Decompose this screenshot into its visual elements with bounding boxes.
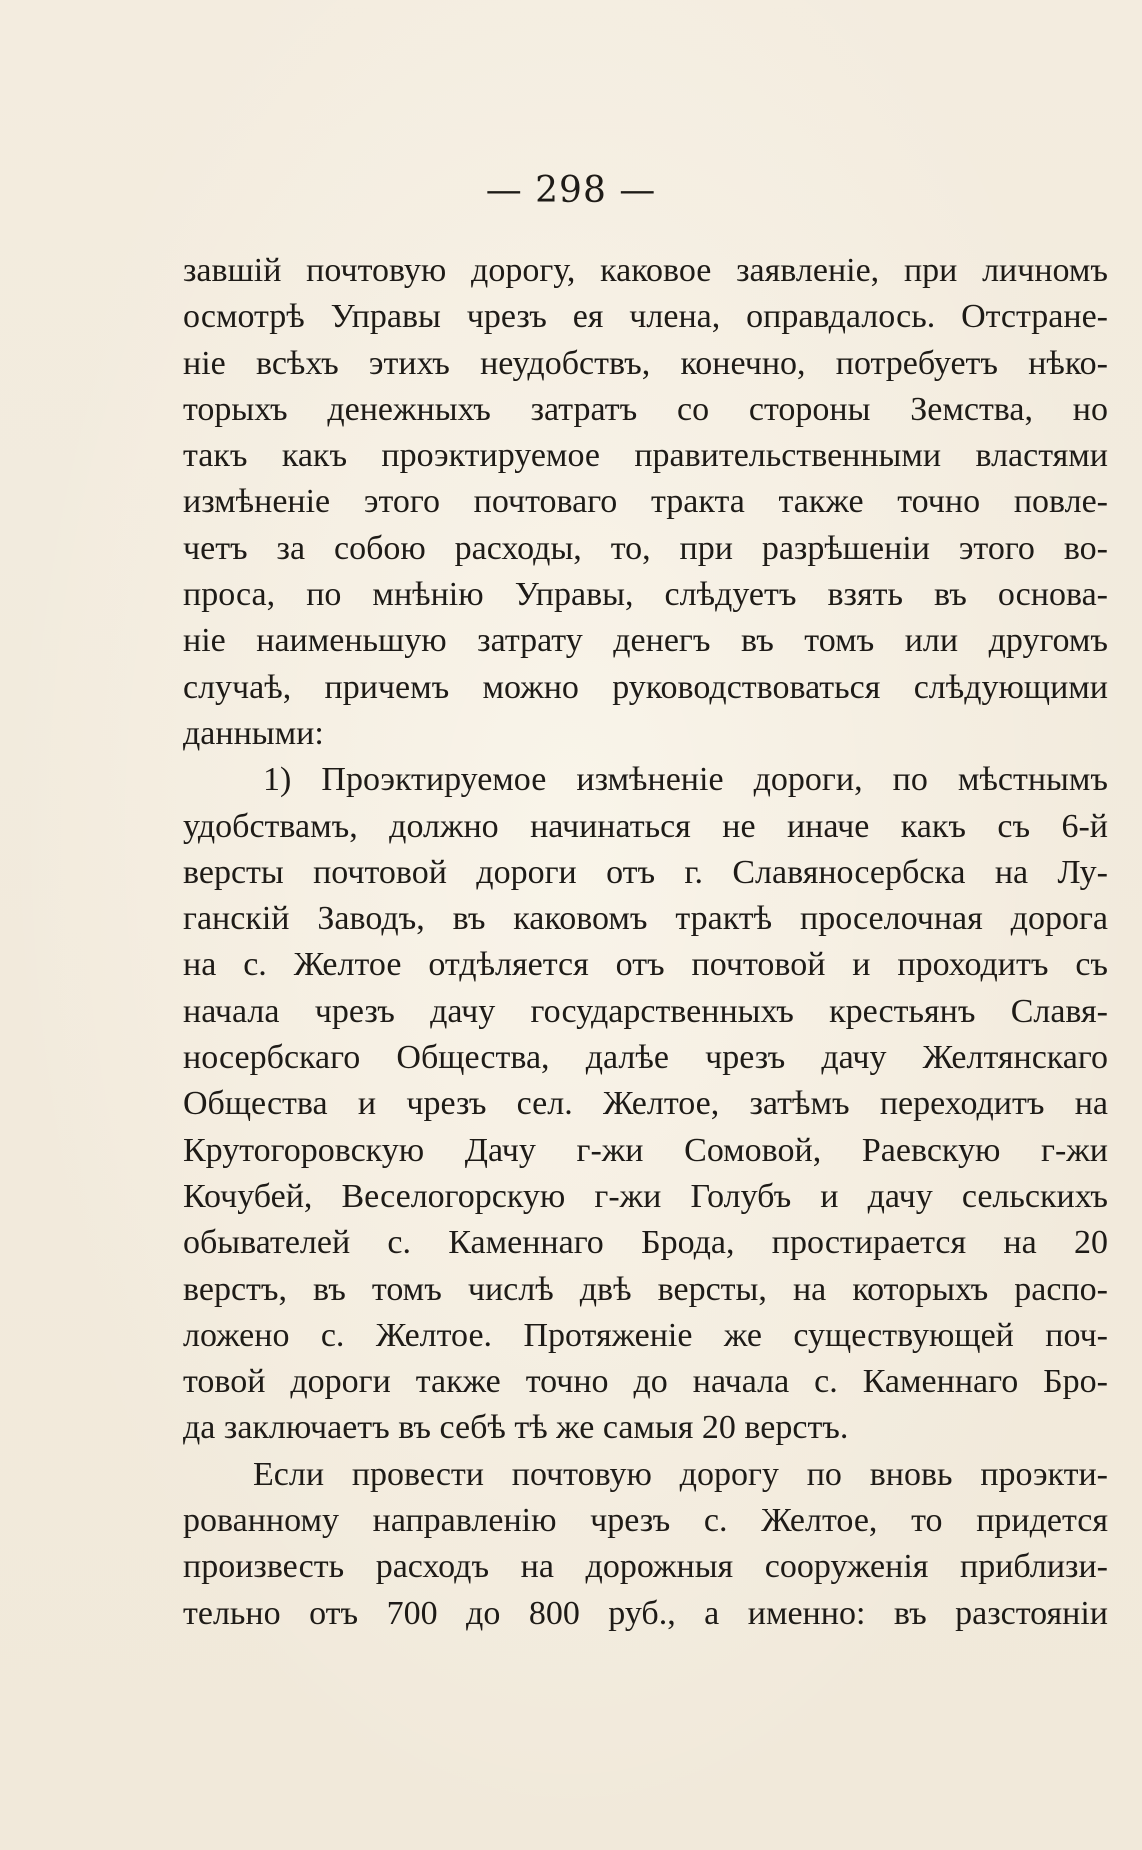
text-line: Кочубей, Веселогорскую г-жи Голубъ и дачу сельскихъ — [183, 1177, 1108, 1215]
text-line: случаѣ, причемъ можно руководствоваться слѣдующими — [183, 668, 1108, 706]
text-line: тельно отъ 700 до 800 руб., а именно: въ разстояніи — [183, 1594, 1108, 1632]
text-line: версты почтовой дороги отъ г. Славяносербска на Лу- — [183, 853, 1108, 891]
text-line: начала чрезъ дачу государственныхъ крестьянъ Славя- — [183, 992, 1108, 1030]
text-line: Если провести почтовую дорогу по вновь проэкти- — [253, 1455, 1108, 1493]
text-line: измѣненіе этого почтоваго тракта также точно повле- — [183, 483, 1108, 521]
text-line: проса, по мнѣнію Управы, слѣдуетъ взять въ основа- — [183, 576, 1108, 614]
body-text — [183, 248, 1108, 1637]
text-line: ганскій Заводъ, въ каковомъ трактѣ проселочная дорога — [183, 900, 1108, 938]
text-line: рованному направленію чрезъ с. Желтое, то придется — [183, 1502, 1108, 1540]
text-line: произвесть расходъ на дорожныя сооруженія приблизи- — [183, 1548, 1108, 1586]
text-line: ніе наименьшую затрату денегъ въ томъ или другомъ — [183, 622, 1108, 660]
text-line: четъ за собою расходы, то, при разрѣшеніи этого во- — [183, 529, 1108, 567]
text-line: носербскаго Общества, далѣе чрезъ дачу Желтянскаго — [183, 1039, 1108, 1077]
text-line: ложено с. Желтое. Протяженіе же существующей поч- — [183, 1316, 1108, 1354]
text-line: удобствамъ, должно начинаться не иначе какъ съ 6-й — [183, 807, 1108, 845]
text-line: данными: — [183, 714, 324, 752]
text-line: ніе всѣхъ этихъ неудобствъ, конечно, потребуетъ нѣко- — [183, 344, 1108, 382]
text-line: да заключаетъ въ себѣ тѣ же самыя 20 верстъ. — [183, 1409, 849, 1447]
text-line: товой дороги также точно до начала с. Каменнаго Бро- — [183, 1363, 1108, 1401]
text-line: Общества и чрезъ сел. Желтое, затѣмъ переходитъ на — [183, 1085, 1108, 1123]
text-line: верстъ, въ томъ числѣ двѣ версты, на которыхъ распо- — [183, 1270, 1108, 1308]
text-line: 1) Проэктируемое измѣненіе дороги, по мѣстнымъ — [263, 761, 1108, 799]
text-line: на с. Желтое отдѣляется отъ почтовой и проходитъ съ — [183, 946, 1108, 984]
text-line: завшій почтовую дорогу, каковое заявленіе, при личномъ — [183, 252, 1108, 289]
text-line: торыхъ денежныхъ затратъ со стороны Земства, но — [183, 390, 1108, 428]
text-line: обывателей с. Каменнаго Брода, простирается на 20 — [183, 1224, 1108, 1262]
text-line: Крутогоровскую Дачу г-жи Сомовой, Раевскую г-жи — [183, 1131, 1108, 1169]
text-line: осмотрѣ Управы чрезъ ея члена, оправдалось. Отстране- — [183, 298, 1108, 336]
page-number: — 298 — — [485, 170, 657, 211]
text-line: такъ какъ проэктируемое правительственными властями — [183, 437, 1108, 475]
